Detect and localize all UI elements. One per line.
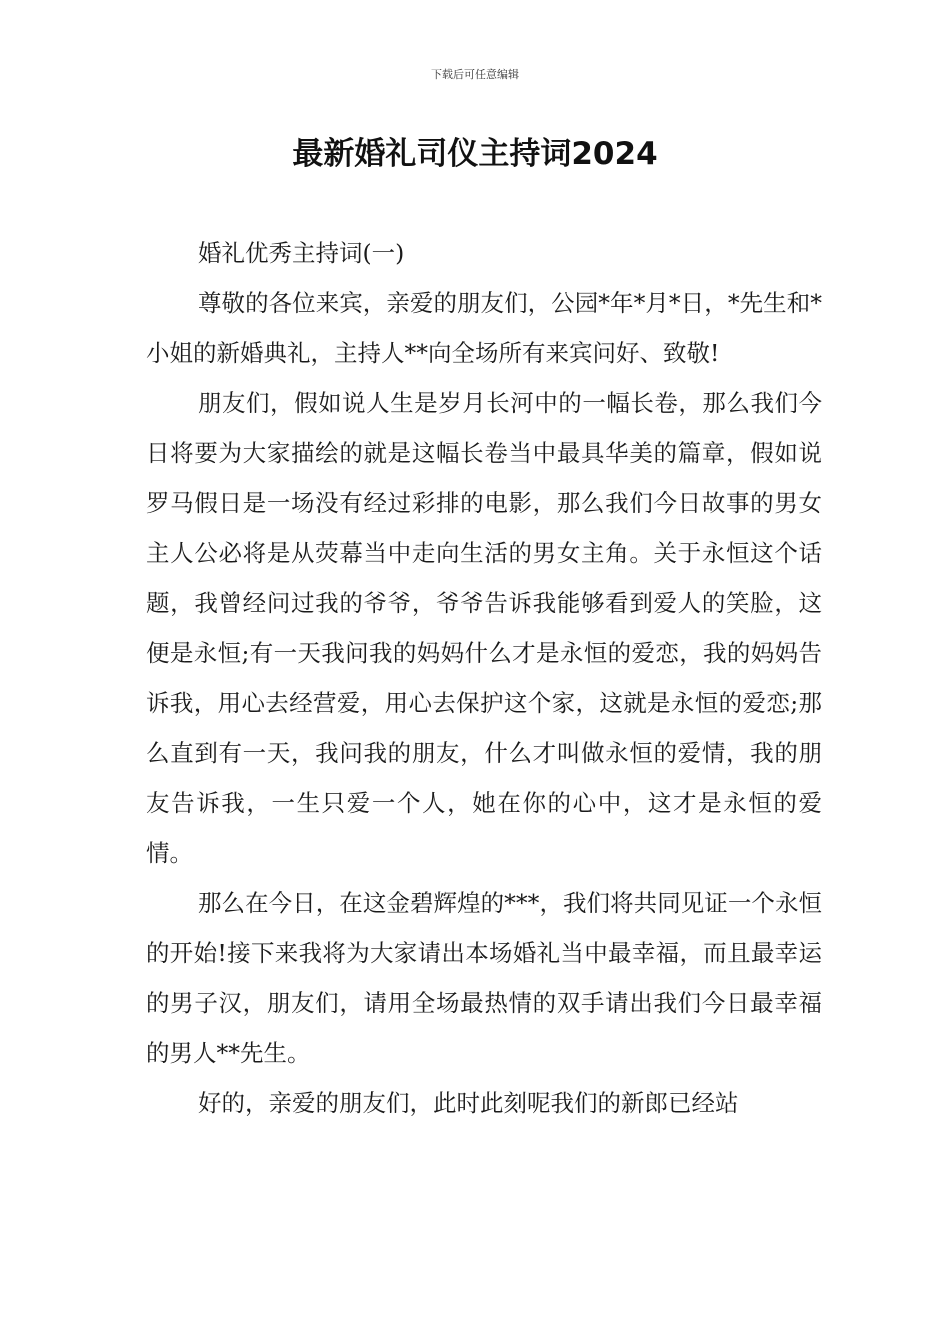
paragraph-groom-intro: 那么在今日，在这金碧辉煌的***，我们将共同见证一个永恒的开始!接下来我将为大家请出本场婚礼当中最幸福，而且最幸运的男子汉，朋友们，请用全场最热情的双手请出我们今日最幸福的男人**先生。: [146, 889, 822, 1067]
paragraph-eternity: 朋友们，假如说人生是岁月长河中的一幅长卷，那么我们今日将要为大家描绘的就是这幅长卷当中最具华美的篇章，假如说罗马假日是一场没有经过彩排的电影，那么我们今日故事的男女主人公必将是从荧幕当中走向生活的男女主角。关于永恒这个话题，我曾经问过我的爷爷，爷爷告诉我能够看到爱人的笑脸，这便是永恒;有一天我问我的妈妈什么才是永恒的爱恋，我的妈妈告诉我，用心去经营爱，用心去保护这个家，这就是永恒的爱恋;那么直到有一天，我问我的朋友，什么才叫做永恒的爱情，我的朋友告诉我，一生只爱一个人，她在你的心中，这才是永恒的爱情。: [146, 389, 822, 867]
paragraph-greeting: 尊敬的各位来宾，亲爱的朋友们，公园*年*月*日，*先生和*小姐的新婚典礼，主持人**向全场所有来宾问好、致敬!: [146, 289, 822, 367]
section-heading: 婚礼优秀主持词(一): [198, 239, 405, 267]
document-title: 最新婚礼司仪主持词2024: [292, 136, 658, 172]
document-body: [146, 228, 822, 1128]
header-note: 下载后可任意编辑: [431, 68, 519, 81]
paragraph-groom-stands: 好的，亲爱的朋友们，此时此刻呢我们的新郎已经站: [198, 1089, 739, 1117]
